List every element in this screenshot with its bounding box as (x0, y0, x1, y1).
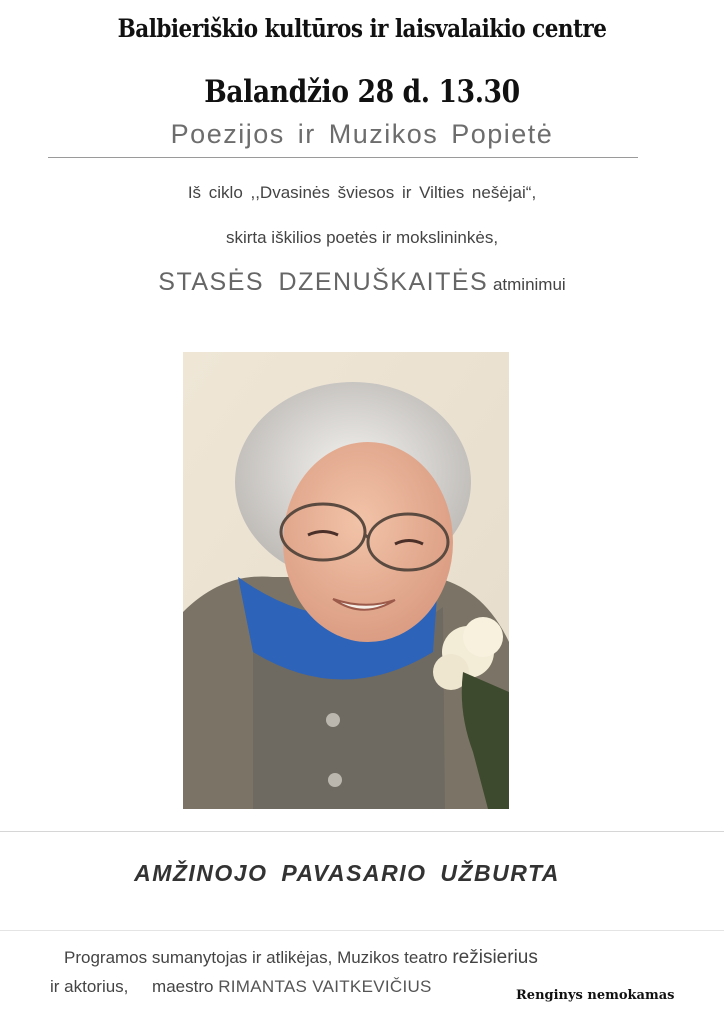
honoree-line (0, 268, 724, 297)
honoree-name: STASĖS DZENUŠKAITĖS (158, 268, 489, 296)
venue-heading: Balbieriškio kultūros ir laisvalaikio centre (117, 14, 607, 43)
credits-role-2: Muzikos teatro (337, 948, 448, 967)
cycle-line: Iš ciklo ,,Dvasinės šviesos ir Vilties nešėjai“, (187, 183, 537, 202)
divider-top (48, 157, 638, 158)
portrait-photo (183, 352, 509, 809)
credits-role-3: režisierius (452, 947, 538, 968)
portrait-icon (183, 352, 509, 809)
performer-name: RIMANTAS VAITKEVIČIUS (218, 977, 432, 996)
credits-line-2 (50, 977, 432, 997)
admission-note: Renginys nemokamas (516, 988, 675, 1003)
event-title: Poezijos ir Muzikos Popietė (170, 119, 554, 149)
honoree-suffix: atminimui (492, 275, 566, 294)
credits-role-4: ir aktorius, (50, 977, 129, 996)
divider-bottom (0, 831, 724, 832)
credits-role-1: Programos sumanytojas ir atlikėjas, (64, 948, 333, 967)
credits-title: maestro (152, 977, 214, 996)
program-subtitle: AMŽINOJO PAVASARIO UŽBURTA (134, 860, 560, 886)
event-date-time: Balandžio 28 d. 13.30 (204, 74, 520, 110)
divider-credits (0, 930, 724, 931)
credits-line-1 (64, 947, 538, 969)
dedication-line: skirta iškilios poetės ir mokslininkės, (225, 228, 499, 247)
